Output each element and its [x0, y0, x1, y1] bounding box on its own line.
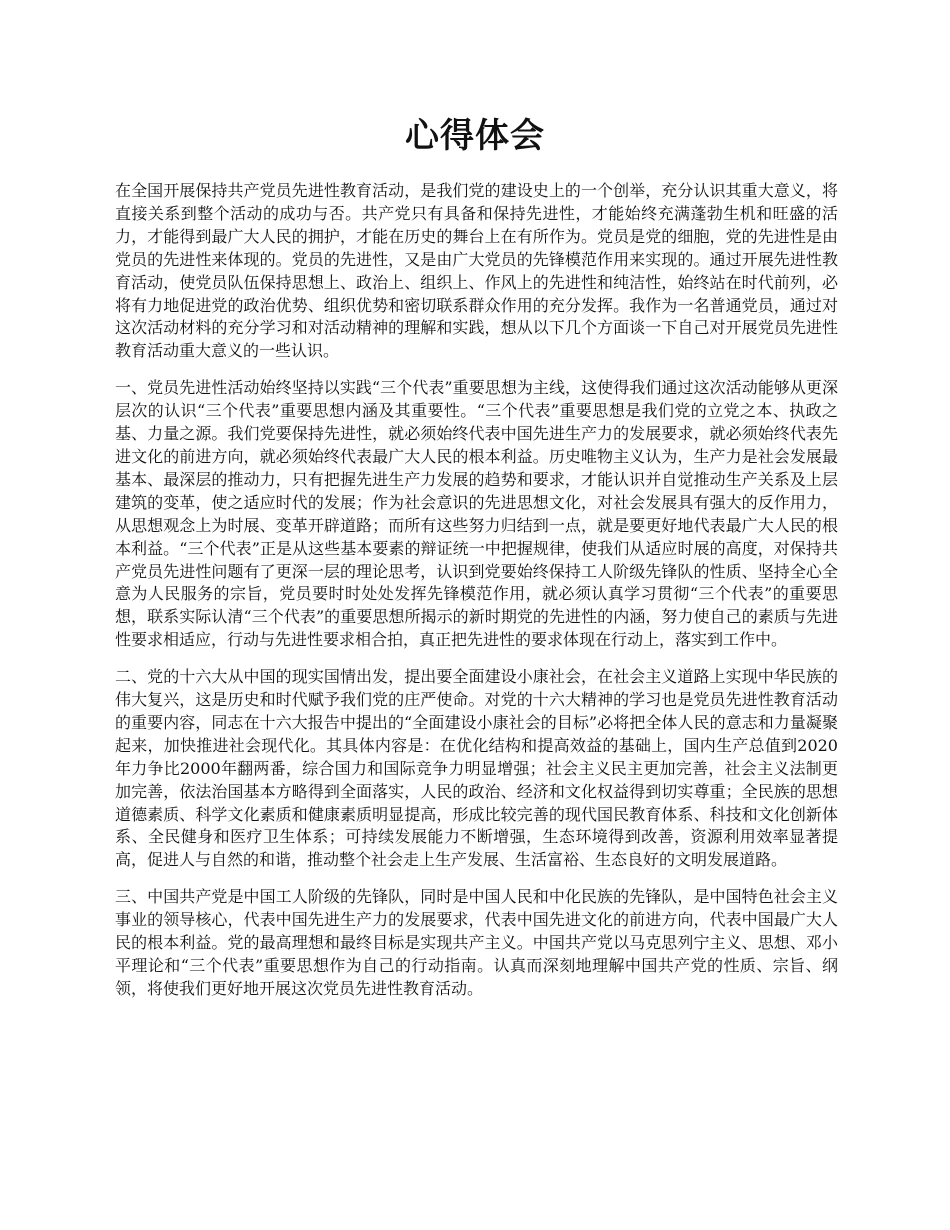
paragraph-two: 二、党的十六大从中国的现实国情出发，提出要全面建设小康社会，在社会主义道路上实现中华民族的伟大复兴，这是历史和时代赋予我们党的庄严使命。对党的十六大精神的学习也是党员先进性教育活动的重要内容，同志在十六大报告中提出的“全面建设小康社会的目标”必将把全体人民的意志和力量凝聚起来，加快推进社会现代化。其具体内容是：在优化结构和提高效益的基础上，国内生产总值到2020年力争比2000年翻两番，综合国力和国际竞争力明显增强；社会主义民主更加完善，社会主义法制更加完善，依法治国基本方略得到全面落实，人民的政治、经济和文化权益得到切实尊重；全民族的思想道德素质、科学文化素质和健康素质明显提高，形成比较完善的现代国民教育体系、科技和文化创新体系、全民健身和医疗卫生体系；可持续发展能力不断增强，生态环境得到改善，资源利用效率显著提高，促进人与自然的和谐，推动整个社会走上生产发展、生活富裕、生态良好的文明发展道路。: [115, 667, 838, 870]
paragraph-three: 三、中国共产党是中国工人阶级的先锋队，同时是中国人民和中化民族的先锋队，是中国特色社会主义事业的领导核心，代表中国先进生产力的发展要求，代表中国先进文化的前进方向，代表中国最广大人民的根本利益。党的最高理想和最终目标是实现共产主义。中国共产党以马克思列宁主义、思想、邓小平理论和“三个代表”重要思想作为自己的行动指南。认真而深刻地理解中国共产党的性质、宗旨、纲领，将使我们更好地开展这次党员先进性教育活动。: [115, 887, 838, 998]
document-title: 心得体会: [405, 116, 545, 156]
document-body: [115, 180, 838, 1015]
paragraph-intro: 在全国开展保持共产党员先进性教育活动，是我们党的建设史上的一个创举，充分认识其重大意义，将直接关系到整个活动的成功与否。共产党只有具备和保持先进性，才能始终充满蓬勃生机和旺盛的活力，才能得到最广大人民的拥护，才能在历史的舞台上在有所作为。党员是党的细胞，党的先进性是由党员的先进性来体现的。党员的先进性，又是由广大党员的先锋模范作用来实现的。通过开展先进性教育活动，使党员队伍保持思想上、政治上、组织上、作风上的先进性和纯洁性，始终站在时代前列，必将有力地促进党的政治优势、组织优势和密切联系群众作用的充分发挥。我作为一名普通党员，通过对这次活动材料的充分学习和对活动精神的理解和实践，想从以下几个方面谈一下自己对开展党员先进性教育活动重大意义的一些认识。: [115, 181, 838, 361]
paragraph-one: 一、党员先进性活动始终坚持以实践“三个代表”重要思想为主线，这使得我们通过这次活动能够从更深层次的认识“三个代表”重要思想内涵及其重要性。“三个代表”重要思想是我们党的立党之本、执政之基、力量之源。我们党要保持先进性，就必须始终代表中国先进生产力的发展要求，就必须始终代表先进文化的前进方向，就必须始终代表最广大人民的根本利益。历史唯物主义认为，生产力是社会发展最基本、最深层的推动力，只有把握先进生产力发展的趋势和要求，才能认识并自觉推动生产关系及上层建筑的变革，使之适应时代的发展；作为社会意识的先进思想文化，对社会发展具有强大的反作用力，从思想观念上为时展、变革开辟道路；而所有这些努力归结到一点，就是要更好地代表最广大人民的根本利益。“三个代表”正是从这些基本要素的辩证统一中把握规律，使我们从适应时展的高度，对保持共产党员先进性问题有了更深一层的理论思考，认识到党要始终保持工人阶级先锋队的性质、坚持全心全意为人民服务的宗旨，党员要时时处处发挥先锋模范作用，就必须认真学习贯彻“三个代表”的重要思想，联系实际认清“三个代表”的重要思想所揭示的新时期党的先进性的内涵，努力使自己的素质与先进性要求相适应，行动与先进性要求相合拍，真正把先进性的要求体现在行动上，落实到工作中。: [115, 378, 838, 650]
